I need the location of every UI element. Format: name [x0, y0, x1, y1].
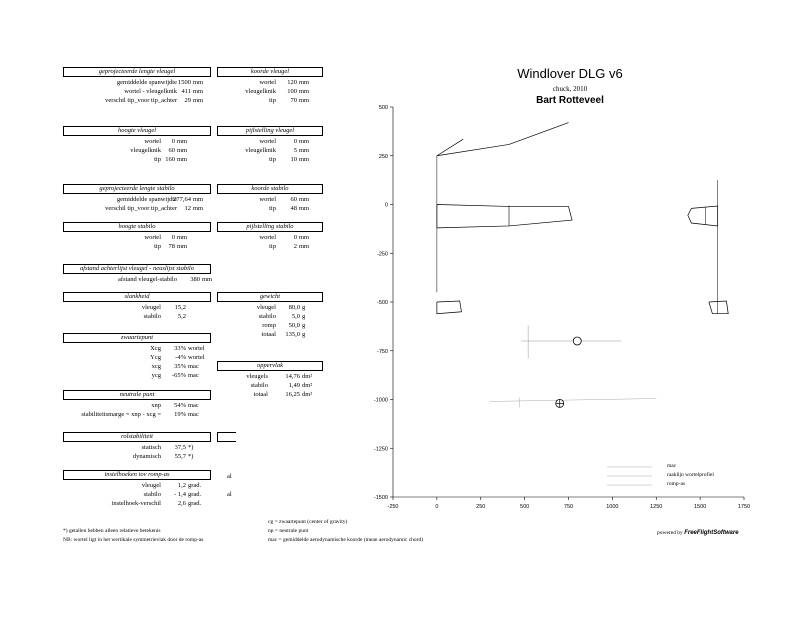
spec-label: Ycg: [150, 354, 161, 361]
spec-value: 380: [190, 276, 200, 283]
author-name: Bart Rotteveel: [536, 95, 604, 106]
y-tick-label: -1250: [373, 446, 388, 453]
incidence-side-mark: al: [227, 473, 232, 480]
spec-label: stabiliteitsmarge = xnp - xcg =: [81, 411, 161, 418]
spec-label: wortel: [259, 79, 276, 86]
section-title-wing-sweep: pijlstelling vleugel: [217, 126, 323, 136]
spec-value: -4%: [175, 354, 186, 361]
spec-label: afstand vleugel-stabilo: [117, 276, 177, 283]
spec-value: 16,25: [285, 391, 300, 398]
spec-value: 0: [293, 138, 297, 145]
spec-unit: mac: [188, 372, 199, 379]
y-tick-label: -750: [376, 348, 388, 355]
section-title-weight: gewicht: [217, 292, 323, 302]
y-tick-label: -1000: [373, 397, 388, 404]
spec-unit: mm: [193, 97, 204, 104]
spec-value: 5,2: [177, 313, 186, 320]
section-title-slenderness: slankheid: [63, 292, 211, 302]
spec-label: vleugel: [141, 304, 161, 311]
spec-value: 120: [287, 79, 297, 86]
x-tick-label: 1750: [737, 504, 751, 510]
spec-label: tip: [154, 156, 161, 163]
wing-planform: [437, 205, 572, 228]
fuselage-side-front: [437, 301, 462, 314]
spec-value: 33%: [174, 345, 186, 352]
y-tick-label: 500: [378, 105, 388, 111]
fuselage-side-rear: [709, 301, 728, 314]
spec-label: vleugelknik: [245, 88, 276, 95]
spec-value: 12: [184, 205, 191, 212]
spec-unit: mac: [188, 411, 199, 418]
spec-unit: dm²: [302, 391, 313, 398]
spec-unit: mm: [299, 156, 310, 163]
spec-label: totaal: [253, 391, 268, 398]
spec-value: 35%: [174, 363, 186, 370]
definition-cg: cg = zwaartepunt (center of gravity): [268, 519, 348, 525]
spec-unit: grad.: [188, 500, 202, 507]
spec-label: wortel: [144, 234, 161, 241]
spec-value: 10: [290, 156, 297, 163]
spec-value: 60: [168, 147, 175, 154]
spec-unit: mm: [299, 243, 310, 250]
spec-value: 37,5: [174, 444, 186, 451]
spec-label: Xcg: [150, 345, 161, 352]
spec-value: 80,0: [288, 304, 300, 311]
spec-value: 15,2: [174, 304, 186, 311]
section-title-roll: rolstabiliteit: [63, 432, 211, 442]
spec-unit: mm: [299, 234, 310, 241]
spec-unit: mm: [193, 88, 204, 95]
spec-unit: mm: [299, 138, 310, 145]
wing-front-view: [437, 123, 569, 156]
section-title-wing-chord: koorde vleugel: [217, 67, 323, 77]
spec-label: instelhoek-verschil: [111, 500, 161, 507]
incidence-side-mark: al: [227, 491, 232, 498]
spec-unit: mm: [299, 196, 310, 203]
spec-unit: g: [302, 331, 306, 338]
spec-value: 60: [290, 196, 297, 203]
spec-label: wortel - vleugelknik: [124, 88, 177, 95]
spec-label: vleugels: [246, 373, 268, 380]
spec-label: wortel: [259, 138, 276, 145]
legend-root-tangent: raaklijn wortelprofiel: [667, 472, 714, 478]
spec-value: 70: [290, 97, 297, 104]
y-tick-label: 250: [378, 153, 388, 160]
y-tick-label: -1500: [373, 495, 388, 501]
spec-value: 1,2: [177, 482, 186, 489]
spec-value: 29: [184, 97, 191, 104]
spec-label: vleugel: [141, 482, 161, 489]
spec-unit: mm: [177, 243, 188, 250]
x-tick-label: 250: [476, 504, 486, 510]
x-tick-label: 1500: [694, 504, 707, 510]
spec-value: -65%: [171, 372, 186, 379]
spec-unit: *): [188, 444, 194, 451]
empty-section-box: [217, 432, 236, 442]
spec-label: vleugelknik: [130, 147, 161, 154]
spec-unit: mm: [299, 88, 310, 95]
spec-label: vleugelknik: [245, 147, 276, 154]
spec-unit: dm²: [302, 382, 313, 389]
mac-line: [490, 399, 657, 402]
spec-value: 48: [290, 205, 297, 212]
powered-by-prefix: powered by: [657, 530, 683, 536]
spec-unit: dm²: [302, 373, 313, 380]
section-title-stab-length: geprojecteerde lengte stabilo: [63, 184, 211, 194]
footnote-relative: *) getallen hebben alleen relatieve betekenis: [63, 528, 161, 534]
spec-label: xnp: [151, 402, 161, 409]
section-title-wing-height: hoogte vleugel: [63, 126, 211, 136]
page-title: Windlover DLG v6: [517, 66, 623, 81]
spec-label: wortel: [259, 196, 276, 203]
powered-by-brand: FreeFlightSoftware: [684, 530, 739, 536]
spec-label: tip: [269, 156, 276, 163]
spec-unit: mm: [299, 97, 310, 104]
spec-unit: mm: [177, 234, 188, 241]
cg-marker: [573, 337, 581, 345]
spec-value: 135,0: [285, 331, 300, 338]
x-tick-label: 500: [520, 504, 530, 510]
powered-by: [657, 530, 739, 536]
spec-value: 14,76: [285, 373, 300, 380]
spec-value: 54%: [174, 402, 186, 409]
y-tick-label: -500: [376, 300, 388, 306]
spec-value: 2,6: [177, 500, 186, 507]
spec-label: tip: [269, 205, 276, 212]
spec-unit: mm: [193, 79, 204, 86]
spec-value: 2: [293, 243, 297, 250]
spec-unit: mac: [188, 402, 199, 409]
spec-value: 100: [287, 88, 297, 95]
section-title-stab-chord: koorde stabilo: [217, 184, 323, 194]
x-tick-label: 1000: [606, 504, 619, 510]
legend-mac: mac: [667, 463, 677, 469]
spec-unit: mm: [202, 276, 213, 283]
spec-unit: mm: [177, 147, 188, 154]
definition-np: np = neutrale punt: [268, 528, 309, 534]
section-title-stab-height: hoogte stabilo: [63, 222, 211, 232]
spec-unit: *): [188, 453, 194, 460]
spec-label: gemiddelde spanwijdte: [116, 79, 177, 86]
spec-value: 50,0: [288, 322, 300, 329]
spec-unit: mm: [299, 79, 310, 86]
spec-label: stabilo: [250, 382, 268, 389]
spec-unit: mm: [193, 205, 204, 212]
spec-label: verschil tip_voor tip_achter: [105, 205, 177, 212]
spec-value: 0: [171, 234, 175, 241]
spec-value: 411: [181, 88, 191, 95]
spec-unit: mm: [299, 205, 310, 212]
spec-value: 277,64: [173, 196, 191, 203]
spec-unit: g: [302, 304, 306, 311]
spec-value: 5,0: [291, 313, 300, 320]
spec-label: verschil tip_voor tip_achter: [105, 97, 177, 104]
spec-label: stabilo: [258, 313, 276, 320]
spec-unit: grad.: [188, 491, 202, 498]
x-tick-label: -250: [387, 504, 399, 510]
spec-value: 78: [168, 243, 175, 250]
definition-mac: mac = gemiddelde aerodynamische koorde (mean aerodynamic chord): [268, 537, 424, 543]
spec-value: 0: [293, 234, 297, 241]
wing-front-view-root-line: [437, 139, 463, 156]
y-tick-label: 0: [384, 202, 388, 209]
spec-label: wortel: [144, 138, 161, 145]
spec-unit: mm: [177, 138, 188, 145]
spec-unit: mm: [177, 156, 188, 163]
y-tick-label: -250: [376, 251, 388, 258]
spec-unit: g: [302, 313, 306, 320]
spec-label: totaal: [261, 331, 276, 338]
spec-label: gemiddelde spanwijdte: [116, 196, 177, 203]
spec-label: dynamisch: [132, 453, 161, 460]
spec-value: 19%: [174, 411, 186, 418]
spec-label: stabilo: [143, 491, 161, 498]
spec-label: tip: [269, 97, 276, 104]
spec-label: statisch: [141, 444, 161, 451]
spec-value: 160: [165, 156, 175, 163]
spec-value: 5: [293, 147, 297, 154]
x-tick-label: 0: [435, 504, 439, 510]
stabilo-planform: [688, 206, 718, 226]
section-title-incidence: instelhoeken tov romp-as: [63, 470, 211, 480]
spec-unit: mm: [299, 147, 310, 154]
spec-value: 1500: [178, 79, 191, 86]
spec-label: tip: [269, 243, 276, 250]
spec-unit: wortel: [188, 345, 205, 352]
section-title-cog: zwaartepunt: [63, 333, 211, 343]
spec-unit: g: [302, 322, 306, 329]
section-title-wing-length: geprojecteerde lengte vleugel: [63, 67, 211, 77]
spec-unit: mm: [193, 196, 204, 203]
spec-value: 0: [171, 138, 175, 145]
section-title-distance: afstand achterlijst vleugel - neuslijst stabilo: [63, 264, 211, 274]
spec-value: - 1,4: [174, 491, 186, 498]
spec-label: xcg: [151, 363, 161, 370]
spec-label: vleugel: [256, 304, 276, 311]
spec-unit: mac: [188, 363, 199, 370]
section-title-neutral: neutrale punt: [63, 390, 211, 400]
section-title-area: oppervlak: [217, 361, 323, 371]
spec-value: 55,7: [174, 453, 186, 460]
x-tick-label: 750: [563, 504, 574, 510]
section-title-stab-sweep: pijlstelling stabilo: [217, 222, 323, 232]
footnote-root: NB: wortel ligt in het wertikale symmetrievlak door de romp-as: [63, 537, 204, 543]
spec-label: wortel: [259, 234, 276, 241]
spec-label: stabilo: [143, 313, 161, 320]
x-tick-label: 1250: [650, 504, 663, 510]
spec-label: tip: [154, 243, 161, 250]
spec-label: ycg: [151, 372, 161, 379]
page-subtitle: chuck, 2010: [552, 85, 588, 93]
spec-value: 1,49: [288, 382, 300, 389]
spec-label: romp: [262, 322, 276, 329]
spec-unit: wortel: [188, 354, 205, 361]
legend-fuselage-axis: romp-as: [667, 481, 686, 487]
spec-unit: grad.: [188, 482, 202, 489]
